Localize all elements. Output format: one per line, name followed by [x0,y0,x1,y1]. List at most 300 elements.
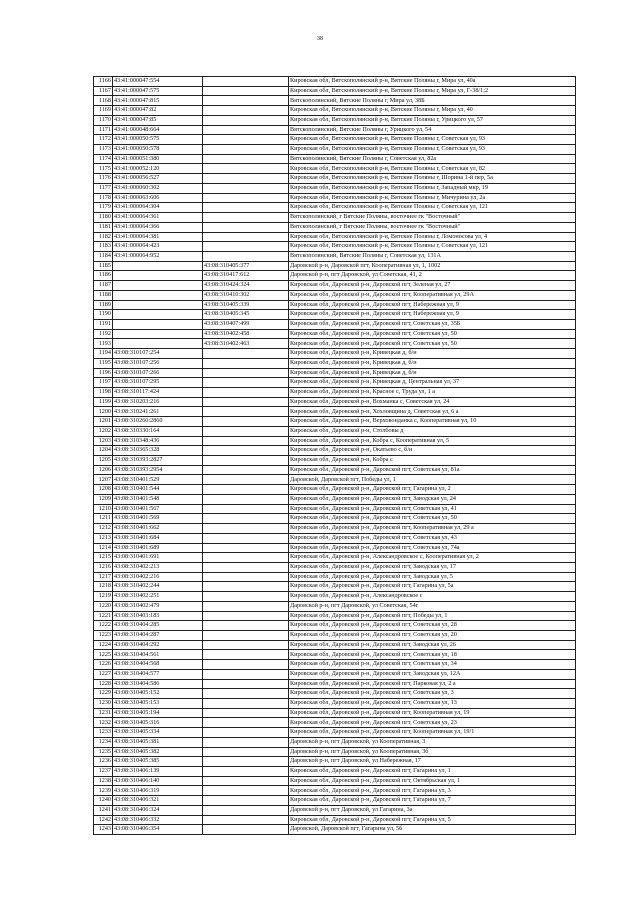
table-row [94,368,576,378]
table-row [94,582,576,592]
row-number-cell: 1168 [94,96,113,106]
address-cell: Кировская обл, Даровской р-н, Даровской пгт, Советская ул, 28 [289,621,576,631]
row-number-cell: 1180 [94,213,113,223]
table-row [94,737,576,747]
table-row [94,115,576,125]
row-number-cell: 1193 [94,339,113,349]
address-cell: Кировская обл, Даровской р-н, Даровской пгт, Кооперативная ул, 29А [289,290,576,300]
cadastral-number-alt-cell [203,407,289,417]
table-row [94,222,576,232]
cadastral-number-cell: 43:08:310402:216 [113,572,203,582]
row-number-cell: 1228 [94,679,113,689]
cadastral-number-cell: 43:08:310401:544 [113,485,203,495]
table-row [94,640,576,650]
address-cell: Вятскополянский, Вятские Поляны г, Мира ул, 38Б [289,96,576,106]
address-cell: Даровской р-н, Даровской пгт, Кооперативная ул, 1, 1002 [289,261,576,271]
table-row [94,86,576,96]
row-number-cell: 1191 [94,319,113,329]
row-number-cell: 1213 [94,533,113,543]
address-cell: Кировская обл, Даровской р-н, Даровской пгт, Советская ул, 74а [289,543,576,553]
row-number-cell: 1223 [94,630,113,640]
cadastral-number-alt-cell [203,601,289,611]
address-cell: Кировская обл, Даровской р-н, Даровской пгт, Гагарина ул, 3 [289,786,576,796]
row-number-cell: 1201 [94,417,113,427]
table-row [94,358,576,368]
cadastral-number-alt-cell [203,222,289,232]
cadastral-number-alt-cell [203,417,289,427]
row-number-cell: 1189 [94,300,113,310]
cadastral-number-cell: 43:41:000051:380 [113,154,203,164]
table-row [94,271,576,281]
cadastral-number-cell: 43:41:000052:120 [113,164,203,174]
address-cell: Вятскополянский, г Вятские Поляны, восточнее гк "Восточный" [289,222,576,232]
row-number-cell: 1194 [94,349,113,359]
cadastral-number-cell [113,319,203,329]
cadastral-number-alt-cell [203,776,289,786]
cadastral-number-alt-cell [203,767,289,777]
cadastral-number-alt-cell: 43:08:310405:377 [203,261,289,271]
cadastral-number-alt-cell: 43:08:310410:302 [203,290,289,300]
row-number-cell: 1215 [94,553,113,563]
row-number-cell: 1206 [94,465,113,475]
cadastral-number-cell: 43:41:000047:85 [113,115,203,125]
address-cell: Кировская обл, Даровской р-н, Даровской пгт, Советская ул, 50 [289,329,576,339]
table-row [94,786,576,796]
address-cell: Кировская обл, Даровской р-н, Кривецкая д, б/н [289,358,576,368]
cadastral-number-cell: 43:08:310404:561 [113,650,203,660]
address-cell: Кировская обл, Вятскополянский р-н, Вятские Поляны г, Западный мкр, 19 [289,183,576,193]
cadastral-number-alt-cell [203,115,289,125]
table-row [94,319,576,329]
table-row [94,767,576,777]
cadastral-number-alt-cell [203,174,289,184]
cadastral-number-alt-cell [203,368,289,378]
address-cell: Кировская обл, Даровской р-н, Даровской пгт, Зеленая ул, 27 [289,281,576,291]
cadastral-number-cell [113,271,203,281]
table-row [94,96,576,106]
cadastral-number-alt-cell [203,514,289,524]
cadastral-number-cell: 43:08:310404:287 [113,630,203,640]
address-cell: Кировская обл, Даровской р-н, Кривецкая д, б/н [289,368,576,378]
cadastral-number-cell: 43:08:310405:385 [113,757,203,767]
address-cell: Даровской, Даровской пгт, Гагарина ул, 5б [289,825,576,835]
cadastral-number-cell: 43:08:310241:261 [113,407,203,417]
cadastral-number-alt-cell [203,504,289,514]
cadastral-number-alt-cell: 43:08:310407:499 [203,319,289,329]
table-row [94,776,576,786]
cadastral-number-alt-cell [203,125,289,135]
cadastral-number-alt-cell [203,796,289,806]
address-cell: Кировская обл, Даровской р-н, Даровской пгт, Гагарина ул, 2 [289,485,576,495]
cadastral-number-alt-cell [203,485,289,495]
cadastral-number-alt-cell [203,524,289,534]
cadastral-number-alt-cell [203,562,289,572]
row-number-cell: 1220 [94,601,113,611]
cadastral-number-cell: 43:08:310404:568 [113,660,203,670]
row-number-cell: 1184 [94,251,113,261]
row-number-cell: 1198 [94,388,113,398]
address-cell: Кировская обл, Даровской р-н, Кобра с [289,456,576,466]
row-number-cell: 1232 [94,718,113,728]
row-number-cell: 1202 [94,426,113,436]
table-row [94,796,576,806]
cadastral-number-alt-cell [203,446,289,456]
address-cell: Вятскополянский, Вятские Поляны г, Советская ул, 82а [289,154,576,164]
address-cell: Кировская обл, Вятскополянский р-н, Вятские Поляны г, Советская ул, 93 [289,135,576,145]
address-cell: Кировская обл, Даровской р-н, Даровской пгт, Парковая ул, 2 а [289,679,576,689]
table-row [94,747,576,757]
address-cell: Кировская обл, Даровской р-н, Кобра с, Кооперативная ул, 5 [289,436,576,446]
address-cell: Кировская обл, Даровской р-н, Даровской пгт, Заводская ул, 12А [289,669,576,679]
cadastral-number-cell: 43:41:000050:575 [113,135,203,145]
cadastral-number-cell: 43:08:310107:254 [113,349,203,359]
address-cell: Кировская обл, Вятскополянский р-н, Вятские Поляны г, Ломоносова ул, 4 [289,232,576,242]
cadastral-number-cell [113,281,203,291]
register-table [93,76,576,835]
row-number-cell: 1210 [94,504,113,514]
cadastral-number-cell: 43:41:000064:361 [113,213,203,223]
table-row [94,825,576,835]
table-row [94,757,576,767]
table-row [94,601,576,611]
cadastral-number-cell: 43:08:310404:586 [113,679,203,689]
address-cell: Кировская обл, Даровской р-н, Красное с, Труда ул, 1 а [289,388,576,398]
table-row [94,174,576,184]
address-cell: Кировская обл, Вятскополянский р-н, Вятские Поляны г, Шорина 1-й пер, 5а [289,174,576,184]
row-number-cell: 1175 [94,164,113,174]
cadastral-number-cell: 43:08:310107:266 [113,368,203,378]
row-number-cell: 1186 [94,271,113,281]
cadastral-number-alt-cell [203,757,289,767]
cadastral-number-cell [113,261,203,271]
cadastral-number-cell: 43:08:310401:529 [113,475,203,485]
register-table-body [94,77,576,835]
row-number-cell: 1183 [94,242,113,252]
cadastral-number-cell: 43:08:310330:164 [113,426,203,436]
cadastral-number-alt-cell [203,475,289,485]
row-number-cell: 1167 [94,86,113,96]
cadastral-number-cell: 43:08:310403:183 [113,611,203,621]
address-cell: Кировская обл, Даровской р-н, Окатьево с, б/н [289,446,576,456]
row-number-cell: 1205 [94,456,113,466]
table-row [94,417,576,427]
row-number-cell: 1226 [94,660,113,670]
cadastral-number-cell: 43:08:310404:292 [113,640,203,650]
table-row [94,290,576,300]
address-cell: Кировская обл, Вятскополянский р-н, Вятские Поляны г, Советская ул, 93 [289,145,576,155]
row-number-cell: 1211 [94,514,113,524]
row-number-cell: 1238 [94,776,113,786]
address-cell: Кировская обл, Даровской р-н, Даровской пгт, Заводская ул, 26 [289,640,576,650]
cadastral-number-alt-cell [203,232,289,242]
cadastral-number-alt-cell [203,650,289,660]
row-number-cell: 1222 [94,621,113,631]
cadastral-number-alt-cell [203,533,289,543]
cadastral-number-alt-cell [203,135,289,145]
cadastral-number-alt-cell [203,630,289,640]
table-row [94,679,576,689]
cadastral-number-alt-cell [203,708,289,718]
table-row [94,621,576,631]
table-row [94,718,576,728]
table-row [94,630,576,640]
row-number-cell: 1195 [94,358,113,368]
cadastral-number-cell: 43:08:310406:354 [113,825,203,835]
table-row [94,524,576,534]
cadastral-number-alt-cell [203,815,289,825]
address-cell: Кировская обл, Вятскополянский р-н, Вятские Поляны г, Мира ул, 40а [289,77,576,87]
row-number-cell: 1197 [94,378,113,388]
row-number-cell: 1187 [94,281,113,291]
cadastral-number-alt-cell: 43:08:310402:458 [203,329,289,339]
address-cell: Кировская обл, Даровской р-н, Даровской пгт, Советская ул, 3 [289,689,576,699]
cadastral-number-cell: 43:08:310402:479 [113,601,203,611]
row-number-cell: 1200 [94,407,113,417]
table-row [94,135,576,145]
table-row [94,533,576,543]
cadastral-number-alt-cell [203,699,289,709]
cadastral-number-alt-cell [203,543,289,553]
row-number-cell: 1234 [94,737,113,747]
address-cell: Кировская обл, Даровской р-н, Даровской пгт, Советская ул, 13 [289,699,576,709]
table-row [94,514,576,524]
address-cell: Вятскополянский, Вятские Поляны г, Урицкого ул, 54 [289,125,576,135]
cadastral-number-alt-cell [203,251,289,261]
row-number-cell: 1236 [94,757,113,767]
page-number: 38 [317,36,323,42]
table-row [94,125,576,135]
cadastral-number-alt-cell: 43:08:310405:339 [203,300,289,310]
table-row [94,397,576,407]
address-cell: Даровской р-н, пгт Даровской, ул Кооперативная, 3 [289,737,576,747]
table-row [94,592,576,602]
address-cell: Кировская обл, Даровской р-н, Даровской пгт, Советская ул, 50 [289,339,576,349]
cadastral-number-alt-cell [203,621,289,631]
cadastral-number-alt-cell [203,465,289,475]
address-cell: Вятскополянский, г Вятские Поляны, восточнее гк "Восточный" [289,213,576,223]
address-cell: Кировская обл, Даровской р-н, Даровской пгт, Заводская ул, 5 [289,572,576,582]
table-row [94,805,576,815]
row-number-cell: 1235 [94,747,113,757]
cadastral-number-alt-cell [203,679,289,689]
address-cell: Кировская обл, Даровской р-н, Даровской пгт, Гагарина ул, 7 [289,796,576,806]
cadastral-number-cell: 43:41:000064:366 [113,222,203,232]
cadastral-number-alt-cell [203,689,289,699]
cadastral-number-alt-cell [203,436,289,446]
cadastral-number-alt-cell [203,86,289,96]
address-cell: Кировская обл, Даровской р-н, Даровской пгт, Советская ул, 18 [289,650,576,660]
address-cell: Кировская обл, Вятскополянский р-н, Вятские Поляны г, Мира ул, Г-38/1;2 [289,86,576,96]
row-number-cell: 1188 [94,290,113,300]
row-number-cell: 1214 [94,543,113,553]
address-cell: Кировская обл, Даровской р-н, Даровской пгт, Кооперативная ул, 19/1 [289,728,576,738]
cadastral-number-alt-cell [203,805,289,815]
row-number-cell: 1239 [94,786,113,796]
table-row [94,426,576,436]
cadastral-number-alt-cell [203,154,289,164]
table-row [94,446,576,456]
row-number-cell: 1199 [94,397,113,407]
cadastral-number-cell: 43:41:000047:575 [113,86,203,96]
cadastral-number-cell: 43:08:310203:216 [113,397,203,407]
address-cell: Кировская обл, Даровской р-н, Даровской пгт, Советская ул, 50 [289,514,576,524]
row-number-cell: 1179 [94,203,113,213]
cadastral-number-alt-cell [203,388,289,398]
table-row [94,77,576,87]
address-cell: Кировская обл, Даровской р-н, Вохманка с, Советская ул, 24 [289,397,576,407]
address-cell: Кировская обл, Даровской р-н, Даровской пгт, Гагарина ул, 5а [289,582,576,592]
cadastral-number-alt-cell [203,242,289,252]
table-row [94,232,576,242]
row-number-cell: 1208 [94,485,113,495]
table-row [94,436,576,446]
row-number-cell: 1181 [94,222,113,232]
cadastral-number-alt-cell [203,193,289,203]
cadastral-number-cell: 43:08:310107:256 [113,358,203,368]
table-row [94,349,576,359]
address-cell: Кировская обл, Даровской р-н, Даровской пгт, Заводская ул, 24 [289,494,576,504]
cadastral-number-cell: 43:41:000064:381 [113,232,203,242]
cadastral-number-cell: 43:41:000048:664 [113,125,203,135]
table-row [94,310,576,320]
cadastral-number-cell: 43:08:310365:328 [113,446,203,456]
row-number-cell: 1240 [94,796,113,806]
cadastral-number-cell: 43:41:000060:302 [113,183,203,193]
cadastral-number-cell: 43:41:000063:606 [113,193,203,203]
cadastral-number-cell: 43:41:000047:82 [113,106,203,116]
address-cell: Даровской, Даровской пгт, Победы ул, 1 [289,475,576,485]
cadastral-number-alt-cell [203,145,289,155]
address-cell: Кировская обл, Даровской р-н, Даровской пгт, Набережная ул, 9 [289,300,576,310]
cadastral-number-cell: 43:41:000064:952 [113,251,203,261]
cadastral-number-cell: 43:41:000064:304 [113,203,203,213]
row-number-cell: 1219 [94,592,113,602]
address-cell: Кировская обл, Даровской р-н, Даровской пгт, Советская ул, 35Б [289,319,576,329]
row-number-cell: 1241 [94,805,113,815]
address-cell: Кировская обл, Даровской р-н, Даровской пгт, Кооперативная ул, 19 [289,708,576,718]
address-cell: Кировская обл, Даровской р-н, Даровской пгт, Октябрьская ул, 1 [289,776,576,786]
row-number-cell: 1217 [94,572,113,582]
cadastral-number-cell: 43:08:310405:194 [113,708,203,718]
address-cell: Кировская обл, Даровской р-н, Даровской пгт, Советская ул, 81а [289,465,576,475]
row-number-cell: 1185 [94,261,113,271]
address-cell: Кировская обл, Вятскополянский р-н, Вятские Поляны г, Мира ул, 40 [289,106,576,116]
cadastral-number-cell: 43:08:310406:139 [113,767,203,777]
table-row [94,145,576,155]
cadastral-number-alt-cell [203,747,289,757]
row-number-cell: 1174 [94,154,113,164]
cadastral-number-alt-cell [203,825,289,835]
cadastral-number-cell: 43:08:310401:689 [113,543,203,553]
cadastral-number-alt-cell [203,456,289,466]
row-number-cell: 1196 [94,368,113,378]
cadastral-number-cell: 43:08:310405:334 [113,728,203,738]
cadastral-number-alt-cell [203,640,289,650]
cadastral-number-cell: 43:08:310406:321 [113,796,203,806]
address-cell: Кировская обл, Даровской р-н, Даровской пгт, Гагарина ул, 5 [289,815,576,825]
cadastral-number-cell: 43:41:000056:527 [113,174,203,184]
address-cell: Кировская обл, Даровской р-н, Кривецкая д, б/н [289,349,576,359]
cadastral-number-alt-cell: 43:08:310405:345 [203,310,289,320]
row-number-cell: 1176 [94,174,113,184]
cadastral-number-cell: 43:08:310406:332 [113,815,203,825]
row-number-cell: 1204 [94,446,113,456]
row-number-cell: 1224 [94,640,113,650]
cadastral-number-cell: 43:08:310406:324 [113,805,203,815]
row-number-cell: 1178 [94,193,113,203]
table-row [94,572,576,582]
cadastral-number-alt-cell [203,660,289,670]
table-row [94,407,576,417]
cadastral-number-alt-cell [203,96,289,106]
address-cell: Даровской р-н, пгт Даровской, ул Советская, 41, 2 [289,271,576,281]
cadastral-number-alt-cell: 43:08:310424:324 [203,281,289,291]
cadastral-number-cell: 43:41:000064:423 [113,242,203,252]
address-cell: Кировская обл, Даровской р-н, Даровской пгт, Набережная ул, 9 [289,310,576,320]
cadastral-number-alt-cell [203,728,289,738]
cadastral-number-cell: 43:08:310402:251 [113,592,203,602]
row-number-cell: 1216 [94,562,113,572]
row-number-cell: 1207 [94,475,113,485]
row-number-cell: 1212 [94,524,113,534]
cadastral-number-alt-cell [203,582,289,592]
cadastral-number-cell: 43:08:310402:213 [113,562,203,572]
cadastral-number-alt-cell [203,718,289,728]
cadastral-number-cell [113,290,203,300]
cadastral-number-cell: 43:08:310117:424 [113,388,203,398]
cadastral-number-cell: 43:08:310393:2954 [113,465,203,475]
row-number-cell: 1221 [94,611,113,621]
cadastral-number-alt-cell [203,572,289,582]
cadastral-number-alt-cell [203,786,289,796]
cadastral-number-cell: 43:08:310348:436 [113,436,203,446]
cadastral-number-alt-cell [203,213,289,223]
table-row [94,339,576,349]
cadastral-number-cell: 43:08:310401:548 [113,494,203,504]
row-number-cell: 1203 [94,436,113,446]
row-number-cell: 1209 [94,494,113,504]
table-row [94,456,576,466]
table-row [94,251,576,261]
table-row [94,300,576,310]
row-number-cell: 1171 [94,125,113,135]
table-row [94,329,576,339]
cadastral-number-alt-cell [203,183,289,193]
row-number-cell: 1237 [94,767,113,777]
cadastral-number-cell: 43:41:000050:578 [113,145,203,155]
cadastral-number-alt-cell [203,611,289,621]
row-number-cell: 1218 [94,582,113,592]
cadastral-number-alt-cell [203,426,289,436]
address-cell: Кировская обл, Даровской р-н, Хохловщина д, Советская ул, 6 а [289,407,576,417]
cadastral-number-cell: 43:08:310404:577 [113,669,203,679]
address-cell: Кировская обл, Даровской р-н, Даровской пгт, Советская ул, 34 [289,660,576,670]
address-cell: Кировская обл, Даровской р-н, Даровской пгт, Советская ул, 43 [289,533,576,543]
row-number-cell: 1182 [94,232,113,242]
cadastral-number-cell: 43:08:310401:691 [113,553,203,563]
table-row [94,281,576,291]
cadastral-number-cell [113,329,203,339]
cadastral-number-cell: 43:08:310406:319 [113,786,203,796]
cadastral-number-cell: 43:08:310393:2827 [113,456,203,466]
cadastral-number-cell: 43:08:310107:295 [113,378,203,388]
table-row [94,213,576,223]
table-row [94,660,576,670]
table-row [94,562,576,572]
address-cell: Кировская обл, Даровской р-н, Даровской пгт, Советская ул, 23 [289,718,576,728]
table-row [94,164,576,174]
table-row [94,203,576,213]
